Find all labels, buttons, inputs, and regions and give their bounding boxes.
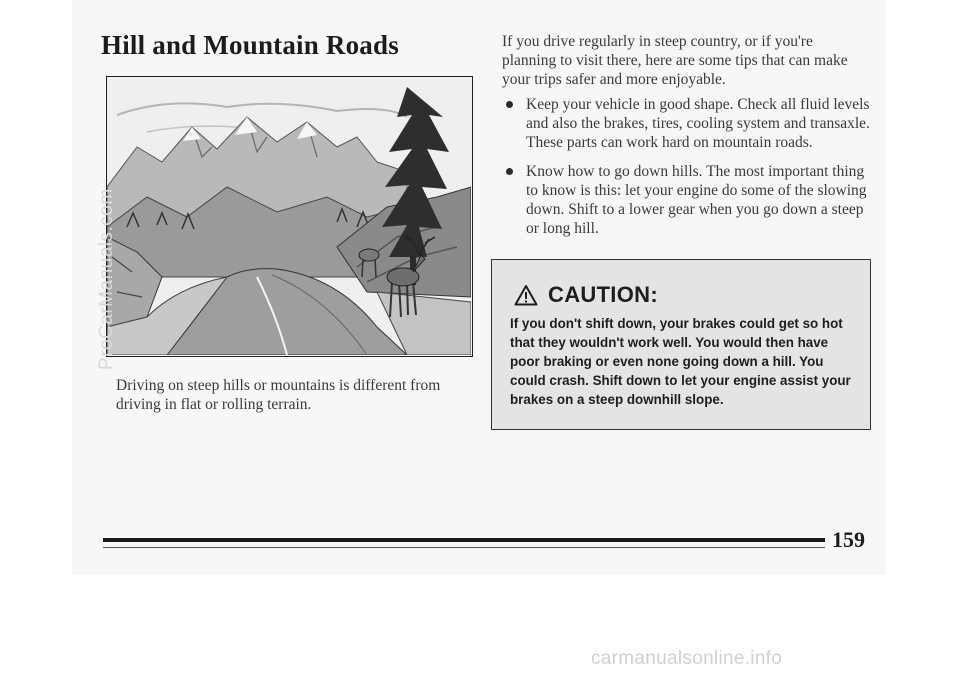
mountain-road-illustration: [106, 76, 473, 357]
footer-watermark: carmanualsonline.info: [591, 648, 783, 669]
tips-list: [502, 95, 872, 248]
list-item: [502, 95, 872, 152]
list-item-text: Keep your vehicle in good shape. Check all fluid levels and also the brakes, tires, cooling system and transaxle. These parts can work hard on mountain roads.: [526, 96, 870, 151]
caution-text: If you don't shift down, your brakes could get so hot that they wouldn't work well. You would then have poor braking or even none going down a hill. You could crash. Shift down to let your engine assist your brakes on a steep downhill slope.: [510, 316, 851, 407]
warning-triangle-icon: [514, 284, 538, 306]
bullet-icon: [506, 101, 513, 108]
page-number: 159: [832, 527, 865, 552]
footer-rule-thin: [103, 547, 825, 548]
page-title: Hill and Mountain Roads: [101, 30, 399, 60]
mountain-road-drawing: [107, 77, 471, 355]
intro-paragraph: If you drive regularly in steep country, or if you're planning to visit there, here are some tips that can make your trips safer and more enjoyable.: [502, 33, 848, 88]
caution-box: [491, 259, 871, 430]
illustration-caption: Driving on steep hills or mountains is different from driving in flat or rolling terrain.: [116, 377, 441, 413]
bullet-icon: [506, 168, 513, 175]
footer-rule: [103, 538, 825, 542]
caution-header: [514, 282, 658, 308]
list-item-text: Know how to go down hills. The most important thing to know is this: let your engine do some of the slowing down. Shift to a lower gear when you go down a steep or long hill.: [526, 163, 867, 237]
list-item: [502, 162, 872, 238]
side-watermark: ProCarManuals.com: [96, 188, 117, 370]
caution-title: CAUTION:: [548, 282, 658, 307]
